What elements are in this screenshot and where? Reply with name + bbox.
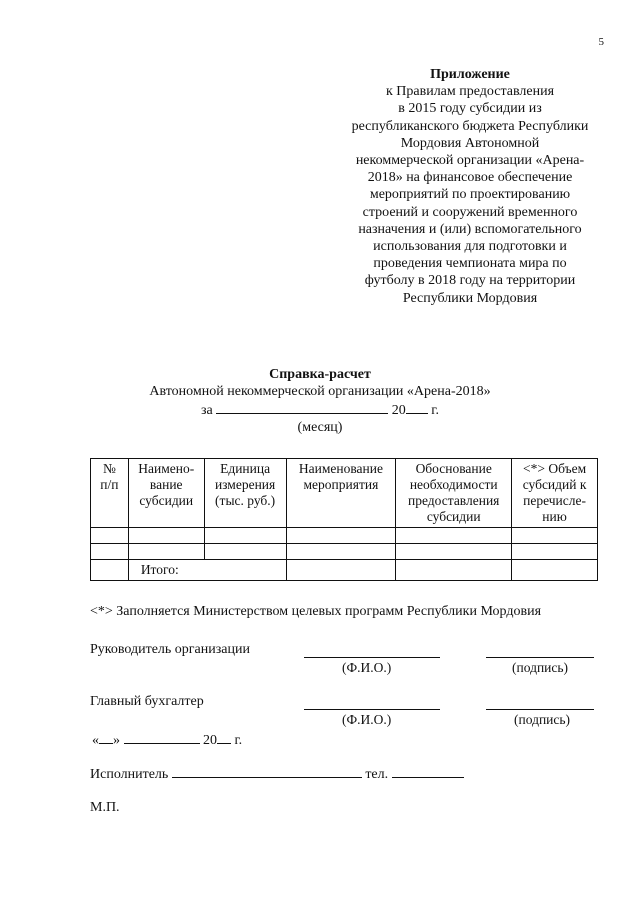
table-cell[interactable] xyxy=(512,544,598,560)
period-year-field[interactable] xyxy=(406,400,428,414)
accountant-fio-field[interactable] xyxy=(304,709,440,710)
appendix-line: использования для подготовки и xyxy=(373,239,567,255)
table-cell[interactable] xyxy=(128,528,204,544)
calc-header xyxy=(0,366,640,436)
table-cell[interactable] xyxy=(286,528,396,544)
appendix-line: некоммерческой организации «Арена- xyxy=(355,153,585,169)
col-header-subsidy-name: Наимено- вание субсидии xyxy=(128,459,204,528)
table-header-row xyxy=(91,459,598,528)
table-cell xyxy=(91,560,129,581)
table-cell[interactable] xyxy=(396,544,512,560)
table-row xyxy=(91,528,598,544)
appendix-line: в 2015 году субсидии из xyxy=(398,101,542,117)
col-header-number: № п/п xyxy=(91,459,129,528)
col-header-amount: <*> Объем субсидий к перечисле- нию xyxy=(512,459,598,528)
month-caption: (месяц) xyxy=(297,420,343,435)
head-fio-field[interactable] xyxy=(304,657,440,658)
appendix-line: проведения чемпионата мира по xyxy=(373,256,567,272)
appendix-line: назначения и (или) вспомогательного xyxy=(358,221,582,237)
table-cell[interactable] xyxy=(286,544,396,560)
phone-field[interactable] xyxy=(392,764,464,778)
table-cell[interactable] xyxy=(128,544,204,560)
appendix-heading: Приложение xyxy=(430,67,510,82)
accountant-fio-caption: (Ф.И.О.) xyxy=(342,712,392,727)
date-line: « » 20 г. xyxy=(92,730,242,749)
executor-field[interactable] xyxy=(172,764,362,778)
appendix-line: Республики Мордовия xyxy=(402,290,538,306)
col-header-unit: Единица измерения (тыс. руб.) xyxy=(204,459,286,528)
subsidy-table xyxy=(90,458,598,581)
table-cell[interactable] xyxy=(286,560,396,581)
appendix-block xyxy=(330,66,610,307)
period-year-prefix: 20 xyxy=(391,403,406,418)
table-cell[interactable] xyxy=(204,528,286,544)
appendix-line: республиканского бюджета Республики xyxy=(351,118,589,134)
appendix-line: мероприятий по проектированию xyxy=(369,187,571,203)
date-year-field[interactable] xyxy=(217,730,231,744)
period-month-field[interactable] xyxy=(216,400,388,414)
appendix-line: футболу в 2018 году на территории xyxy=(364,273,576,289)
executor-line: Исполнитель тел. xyxy=(90,764,464,783)
table-cell[interactable] xyxy=(204,544,286,560)
period-prefix: за xyxy=(201,403,213,418)
appendix-line: строений и сооружений временного xyxy=(362,204,578,220)
calc-period xyxy=(0,400,640,419)
accountant-sign-caption: (подпись) xyxy=(514,712,571,727)
table-cell[interactable] xyxy=(396,528,512,544)
head-fio-caption: (Ф.И.О.) xyxy=(342,660,392,675)
table-cell[interactable] xyxy=(91,544,129,560)
date-day-field[interactable] xyxy=(99,730,113,744)
date-month-field[interactable] xyxy=(124,730,200,744)
col-header-event-name: Наименование мероприятия xyxy=(286,459,396,528)
table-cell[interactable] xyxy=(512,528,598,544)
accountant-sign-field[interactable] xyxy=(486,709,594,710)
stamp-place: М.П. xyxy=(90,800,120,815)
table-cell[interactable] xyxy=(91,528,129,544)
head-label: Руководитель организации xyxy=(90,642,250,657)
table-total-row xyxy=(91,560,598,581)
head-sign-field[interactable] xyxy=(486,657,594,658)
page-number: 5 xyxy=(598,36,604,48)
appendix-line: Мордовия Автономной xyxy=(400,135,540,151)
calc-org: Автономной некоммерческой организации «Арена-2018» xyxy=(149,384,491,399)
accountant-label: Главный бухгалтер xyxy=(90,694,204,709)
total-label: Итого: xyxy=(128,560,286,581)
col-header-justification: Обоснование необходимости предоставления субсидии xyxy=(396,459,512,528)
head-sign-caption: (подпись) xyxy=(512,660,569,675)
table-row xyxy=(91,544,598,560)
appendix-line: к Правилам предоставления xyxy=(385,84,555,100)
table-cell[interactable] xyxy=(512,560,598,581)
period-year-suffix: г. xyxy=(431,403,439,418)
appendix-line: 2018» на финансовое обеспечение xyxy=(367,170,573,186)
footnote: <*> Заполняется Министерством целевых программ Республики Мордовия xyxy=(90,604,542,619)
table-cell[interactable] xyxy=(396,560,512,581)
calc-title: Справка-расчет xyxy=(269,367,371,382)
